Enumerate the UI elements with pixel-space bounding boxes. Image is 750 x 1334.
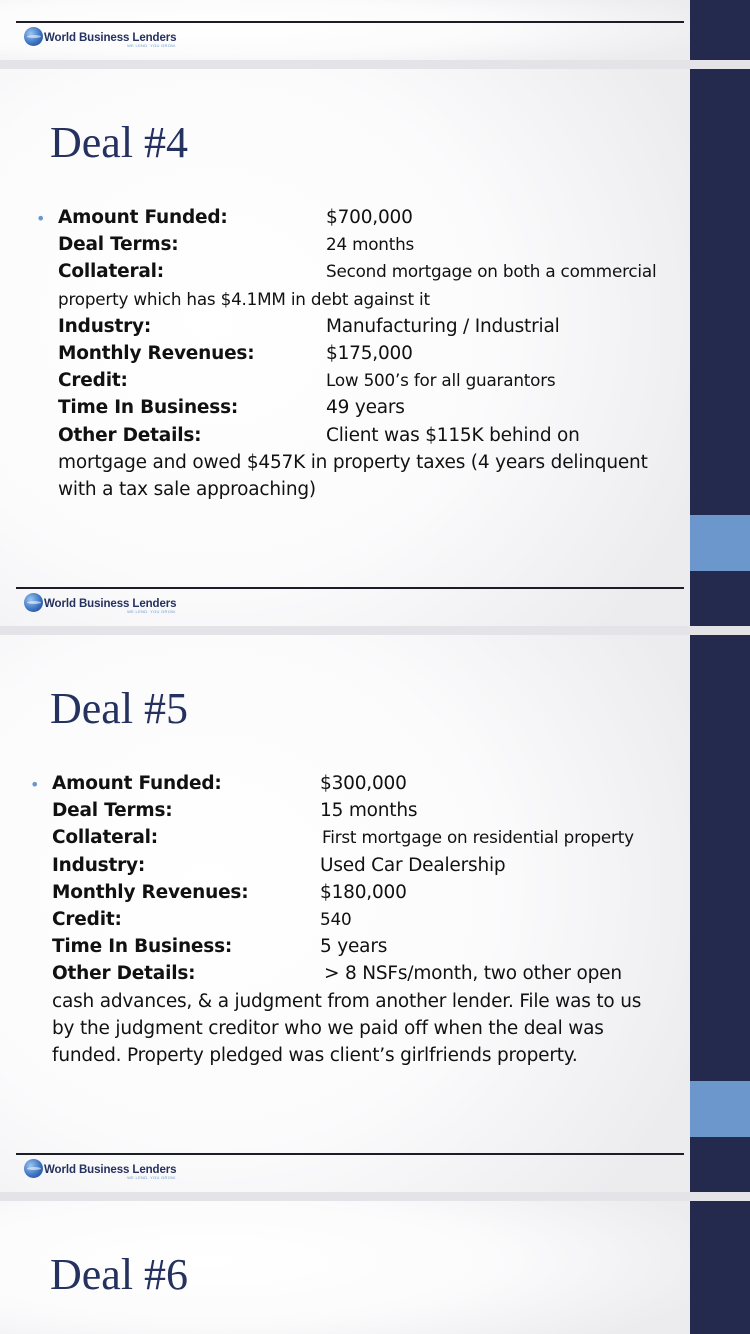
detail-label: Other Details: (52, 963, 196, 985)
detail-row-credit (52, 906, 692, 933)
globe-icon (24, 1159, 43, 1178)
detail-row-industry (52, 852, 692, 879)
footer-logo (24, 593, 176, 623)
detail-row-collateral (58, 258, 698, 285)
side-bar-accent (690, 515, 750, 571)
detail-value: 49 years (326, 397, 405, 419)
footer-logo (24, 27, 176, 57)
side-bar (690, 0, 750, 60)
slide-deal-4 (0, 69, 750, 626)
detail-label: Deal Terms: (52, 800, 173, 822)
detail-value: Low 500’s for all guarantors (326, 370, 556, 391)
detail-label: Time In Business: (58, 397, 239, 419)
detail-label: Other Details: (58, 424, 202, 446)
detail-row-terms (52, 797, 692, 824)
detail-label: Amount Funded: (58, 207, 228, 228)
detail-continuation: cash advances, & a judgment from another lender. File was to us by the judgment creditor who we paid off when the deal was funded. Property pledged was client’s girlfriends property. (52, 990, 642, 1066)
detail-row-other (52, 960, 692, 987)
logo-tagline: WE LEND. YOU GROW. (127, 43, 177, 48)
detail-value-continuation: property which has $4.1MM in debt against it (58, 288, 430, 309)
side-bar (690, 1201, 750, 1334)
detail-row-other (58, 422, 698, 449)
logo-name: World Business Lenders (44, 598, 177, 610)
detail-label: Monthly Revenues: (58, 342, 255, 364)
globe-icon (24, 27, 43, 46)
detail-value: 24 months (326, 234, 415, 255)
deal-details (52, 770, 692, 1069)
detail-value: 15 months (320, 800, 418, 822)
detail-label: Collateral: (52, 827, 158, 849)
detail-value: Second mortgage on both a commercial (326, 261, 657, 282)
detail-label: Credit: (58, 370, 128, 392)
detail-row-amount (58, 204, 698, 231)
bullet-icon: • (30, 775, 40, 794)
slide-title: Deal #4 (50, 118, 189, 167)
footer-logo (24, 1159, 176, 1189)
logo-tagline: WE LEND. YOU GROW. (127, 1175, 177, 1180)
detail-row-time (52, 933, 692, 960)
bullet-icon: • (36, 209, 46, 228)
detail-value: $180,000 (320, 881, 407, 903)
detail-row-terms (58, 231, 698, 258)
detail-row-collateral (52, 824, 692, 851)
logo-name: World Business Lenders (44, 1164, 177, 1176)
detail-label: Credit: (52, 908, 122, 930)
slide-separator (0, 626, 750, 635)
detail-label: Time In Business: (52, 936, 233, 958)
detail-value: Manufacturing / Industrial (326, 315, 560, 337)
slide-separator (0, 1192, 750, 1201)
detail-value: $175,000 (326, 342, 413, 364)
detail-row-time (58, 394, 698, 421)
detail-row-revenues (52, 879, 692, 906)
detail-value: > 8 NSFs/month, two other open (324, 963, 622, 985)
side-bar-accent (690, 1081, 750, 1137)
slide-title: Deal #6 (50, 1250, 189, 1299)
detail-label: Amount Funded: (52, 773, 222, 794)
footer-rule (16, 1153, 684, 1155)
detail-row-credit (58, 367, 698, 394)
detail-value: Client was $115K behind on (326, 424, 580, 446)
detail-row-industry (58, 313, 698, 340)
detail-value: Used Car Dealership (320, 854, 506, 876)
detail-continuation (58, 286, 698, 313)
footer-rule (16, 21, 684, 23)
detail-row-revenues (58, 340, 698, 367)
slide-deal-5 (0, 635, 750, 1192)
detail-continuation: mortgage and owed $457K in property taxes (4 years delinquent with a tax sale approaching) (58, 451, 648, 500)
detail-label: Collateral: (58, 261, 164, 283)
footer-rule (16, 587, 684, 589)
detail-value: $700,000 (326, 207, 413, 228)
logo-name: World Business Lenders (44, 32, 177, 44)
detail-label: Deal Terms: (58, 234, 179, 256)
logo-tagline: WE LEND. YOU GROW. (127, 609, 177, 614)
detail-value: 540 (320, 908, 352, 929)
detail-label: Industry: (58, 315, 152, 337)
detail-value: $300,000 (320, 773, 407, 794)
deal-details (58, 204, 698, 503)
globe-icon (24, 593, 43, 612)
slide-deal-6 (0, 1201, 750, 1334)
slide-previous-footer (0, 0, 750, 60)
slide-title: Deal #5 (50, 684, 189, 733)
detail-value: 5 years (320, 936, 388, 958)
slide-separator (0, 60, 750, 69)
detail-row-amount (52, 770, 692, 797)
detail-label: Industry: (52, 854, 146, 876)
detail-label: Monthly Revenues: (52, 881, 249, 903)
detail-value: First mortgage on residential property (322, 827, 634, 848)
